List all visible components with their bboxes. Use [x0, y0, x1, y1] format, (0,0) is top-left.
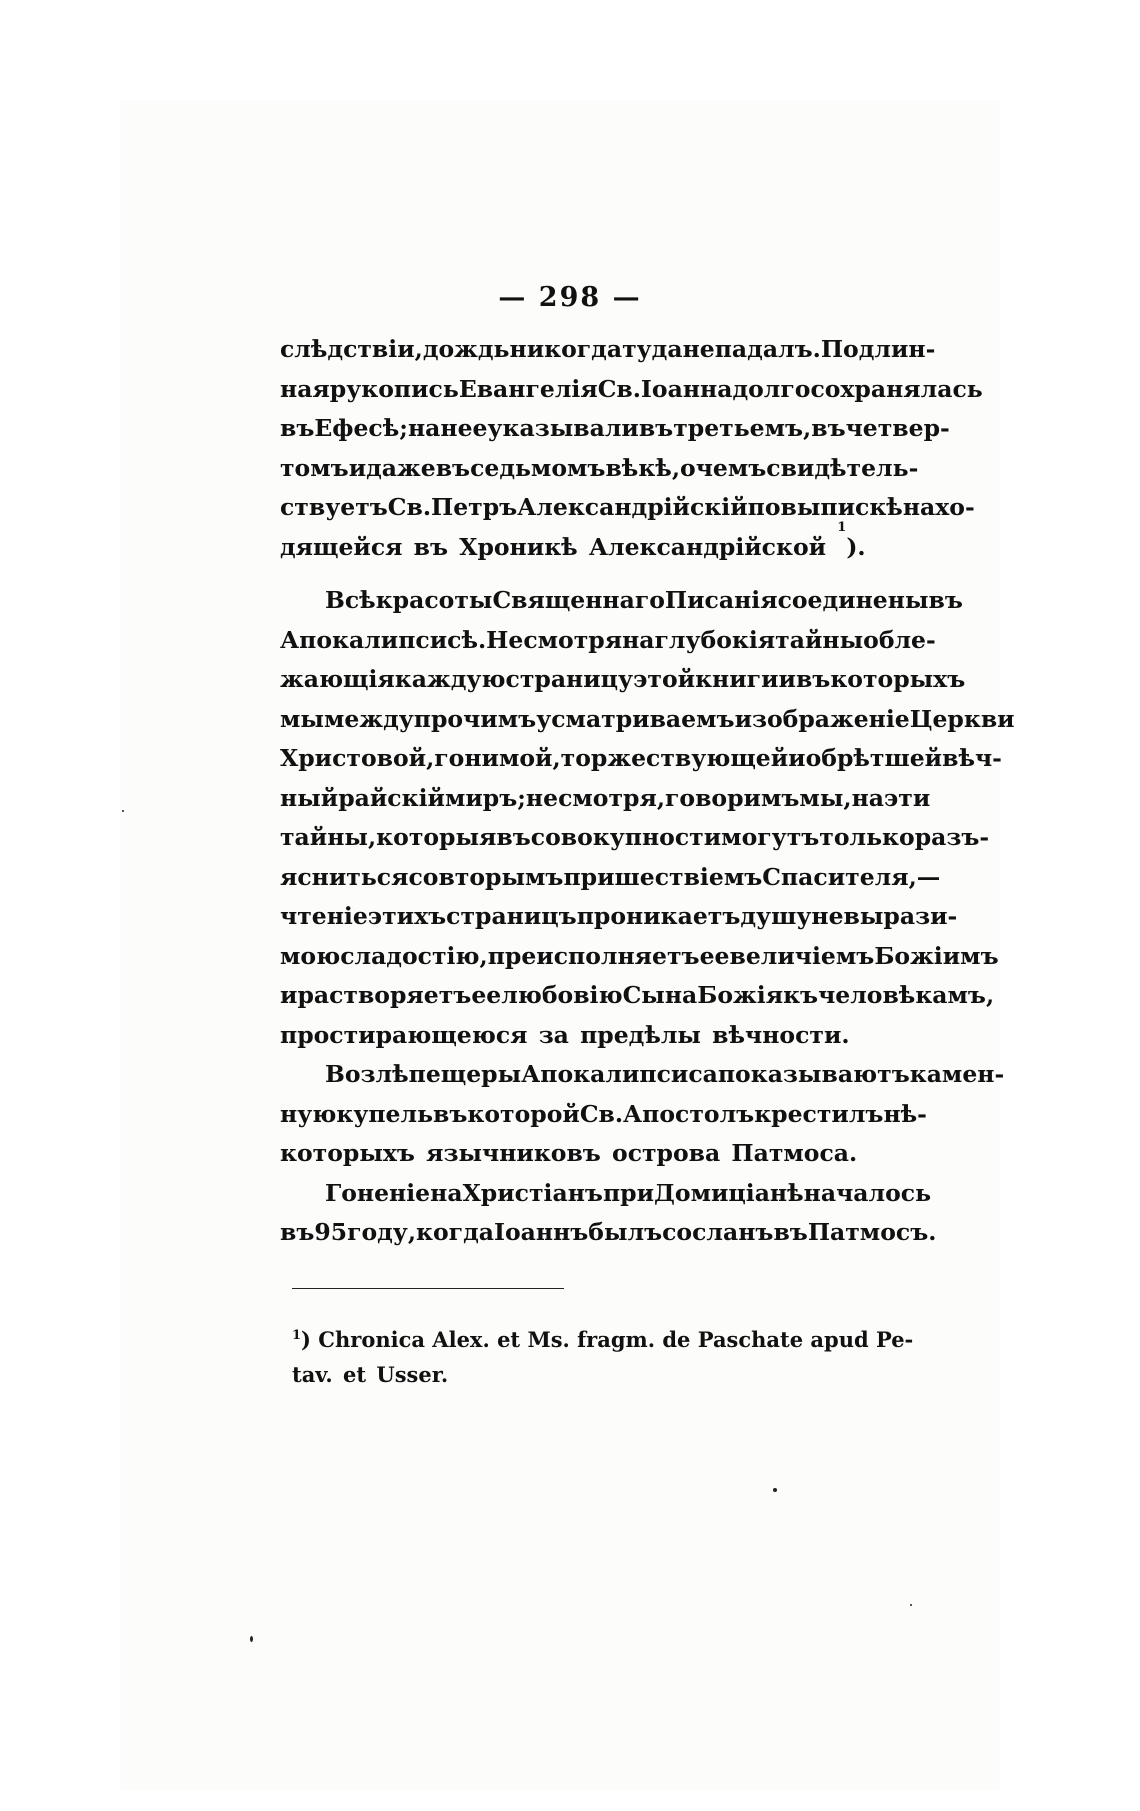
text-line: тайны, которыя въ совокупности могутъ только разъ- — [280, 823, 990, 851]
footnote-text — [292, 1322, 913, 1357]
scan-speck — [773, 1488, 777, 1492]
footnote-line: tav. et Usser. — [292, 1362, 449, 1387]
text-line: ствуетъ Св. Петръ Александрійскій по выпискѣ нахо- — [280, 493, 975, 521]
footnote-reference: 1 — [837, 519, 847, 535]
text-line: чтеніе этихъ страницъ проникаетъ душу невырази- — [280, 902, 958, 930]
page-number: — 298 — — [498, 282, 642, 313]
text-line: Всѣ красоты Священнаго Писанія соединены въ — [325, 586, 963, 614]
text-line: жающія каждую страницу этой книги и въ которыхъ — [280, 665, 966, 693]
text-line: въ 95 году, когда Іоаннъ былъ сосланъ въ Патмосъ. — [280, 1218, 937, 1246]
text-line: томъ и даже въ седьмомъ вѣкѣ, о чемъ свидѣтель- — [280, 453, 919, 482]
text-line — [280, 519, 915, 568]
footnote-line — [292, 1322, 912, 1357]
text-line: мою сладостію, преисполняетъ ее величіемъ Божіимъ — [280, 941, 999, 970]
text-line: Гоненіе на Христіанъ при Домиціанѣ началось — [325, 1178, 932, 1207]
text-line: ная рукопись Евангелія Св. Іоанна долго сохранялась — [280, 374, 983, 403]
text-line: Возлѣ пещеры Апокалипсиса показываютъ камен- — [325, 1060, 1005, 1088]
text-line: мы между прочимъ усматриваемъ изображеніе Церкви — [280, 704, 1015, 733]
text-line: ную купель въ которой Св. Апостолъ крестилъ нѣ- — [280, 1099, 927, 1128]
text-line: слѣдствіи, дождь никогда туда не падалъ. Подлин- — [280, 335, 936, 363]
text-line: въ Ефесѣ; на нее указывали въ третьемъ, въ четвер- — [280, 414, 950, 442]
text-line: и растворяетъ ее любовію Сына Божія къ человѣкамъ, — [280, 981, 995, 1009]
footnote-fragment: ) Chronica Alex. et Ms. fragm. de Paschate apud Pe- — [301, 1327, 914, 1352]
text-fragment: дящейся въ Хроникѣ Александрійской — [280, 532, 827, 561]
text-line: простирающеюся за предѣлы вѣчности. — [280, 1020, 850, 1049]
scan-speck — [122, 810, 124, 812]
footnote-marker: 1 — [292, 1328, 302, 1343]
scan-speck — [910, 1604, 912, 1606]
text-line: Апокалипсисѣ. Не смотря на глубокія тайны обле- — [280, 625, 936, 654]
footnote — [292, 1322, 912, 1392]
footnote-rule — [292, 1288, 564, 1289]
text-line: Христовой, гонимой, торжествующей и обрѣтшей вѣч- — [280, 744, 1002, 772]
scan-speck — [250, 1636, 253, 1642]
text-line: ный райскій миръ; не смотря, говоримъ мы, на эти — [280, 783, 931, 812]
text-line: которыхъ язычниковъ острова Патмоса. — [280, 1139, 858, 1167]
text-line: ясниться со вторымъ пришествіемъ Спасителя, — — [280, 862, 941, 891]
text-fragment: ). — [846, 532, 866, 561]
main-text — [280, 330, 1015, 1253]
